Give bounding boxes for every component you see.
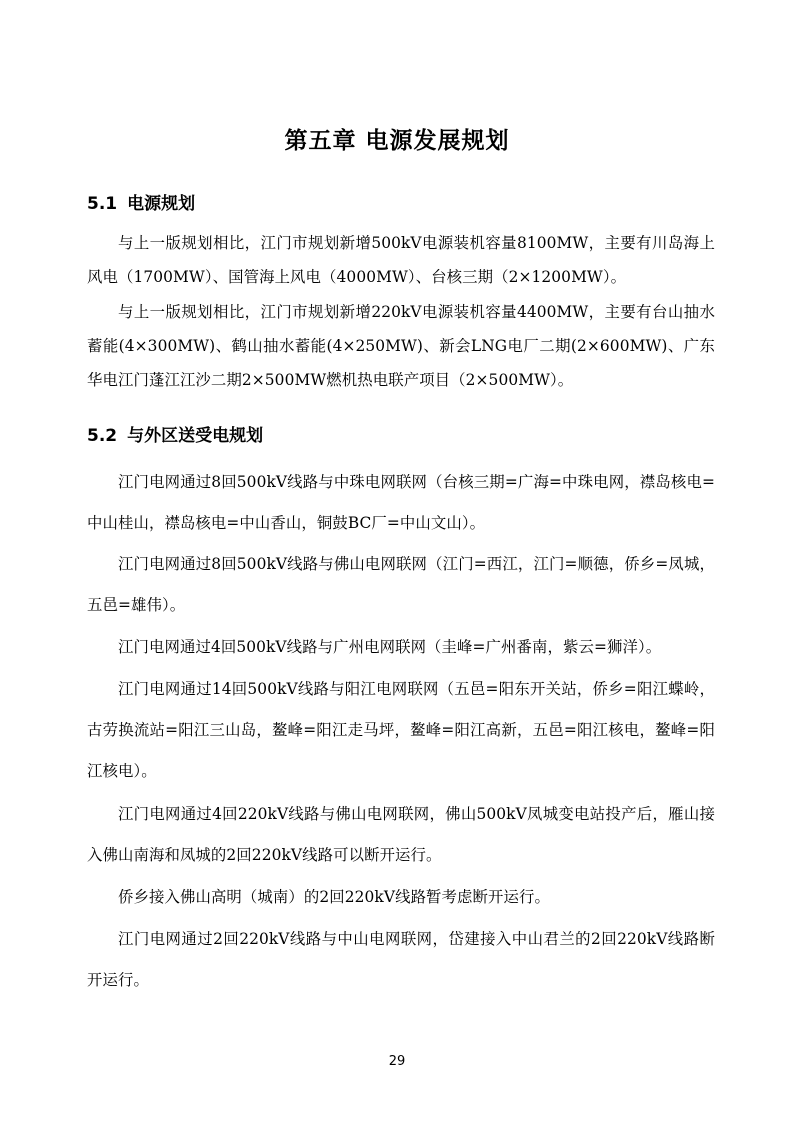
paragraph: 江门电网通过8回500kV线路与佛山电网联网（江门=西江，江门=顺德，侨乡=凤城，五邑=雄伟）。 [87, 555, 715, 614]
section-number: 5.2 [87, 426, 118, 446]
paragraph: 与上一版规划相比，江门市规划新增220kV电源装机容量4400MW，主要有台山抽水蓄能(4×300MW)、鹤山抽水蓄能(4×250MW)、新会LNG电厂二期(2×600MW)、广东华电江门蓬江江沙二期2×500MW燃机热电联产项目（2×500MW）。 [87, 303, 715, 389]
section-heading-5-2 [87, 421, 263, 446]
section-number: 5.1 [87, 194, 118, 214]
paragraph: 与上一版规划相比，江门市规划新增500kV电源装机容量8100MW，主要有川岛海上风电（1700MW）、国管海上风电（4000MW）、台核三期（2×1200MW）。 [87, 234, 715, 286]
paragraph: 侨乡接入佛山高明（城南）的2回220kV线路暂考虑断开运行。 [118, 888, 550, 906]
section-title: 电源规划 [127, 194, 196, 214]
section-heading-5-1 [87, 189, 195, 214]
paragraph: 江门电网通过4回220kV线路与佛山电网联网，佛山500kV凤城变电站投产后，雁山接入佛山南海和凤城的2回220kV线路可以断开运行。 [87, 805, 715, 864]
paragraph: 江门电网通过4回500kV线路与广州电网联网（圭峰=广州番南，紫云=狮洋）。 [118, 638, 662, 656]
page-number: 29 [388, 1054, 406, 1069]
section-title: 与外区送受电规划 [127, 426, 264, 446]
paragraph: 江门电网通过14回500kV线路与阳江电网联网（五邑=阳东开关站，侨乡=阳江蝶岭，古劳换流站=阳江三山岛，鳌峰=阳江走马坪，鳌峰=阳江高新，五邑=阳江核电，鳌峰=阳江核电）。 [87, 680, 715, 780]
page-title: 第五章 电源发展规划 [284, 127, 510, 154]
paragraph: 江门电网通过8回500kV线路与中珠电网联网（台核三期=广海=中珠电网，襟岛核电=中山桂山，襟岛核电=中山香山，铜鼓BC厂=中山文山）。 [87, 473, 715, 532]
paragraph: 江门电网通过2回220kV线路与中山电网联网，岱建接入中山君兰的2回220kV线路断开运行。 [87, 930, 715, 989]
